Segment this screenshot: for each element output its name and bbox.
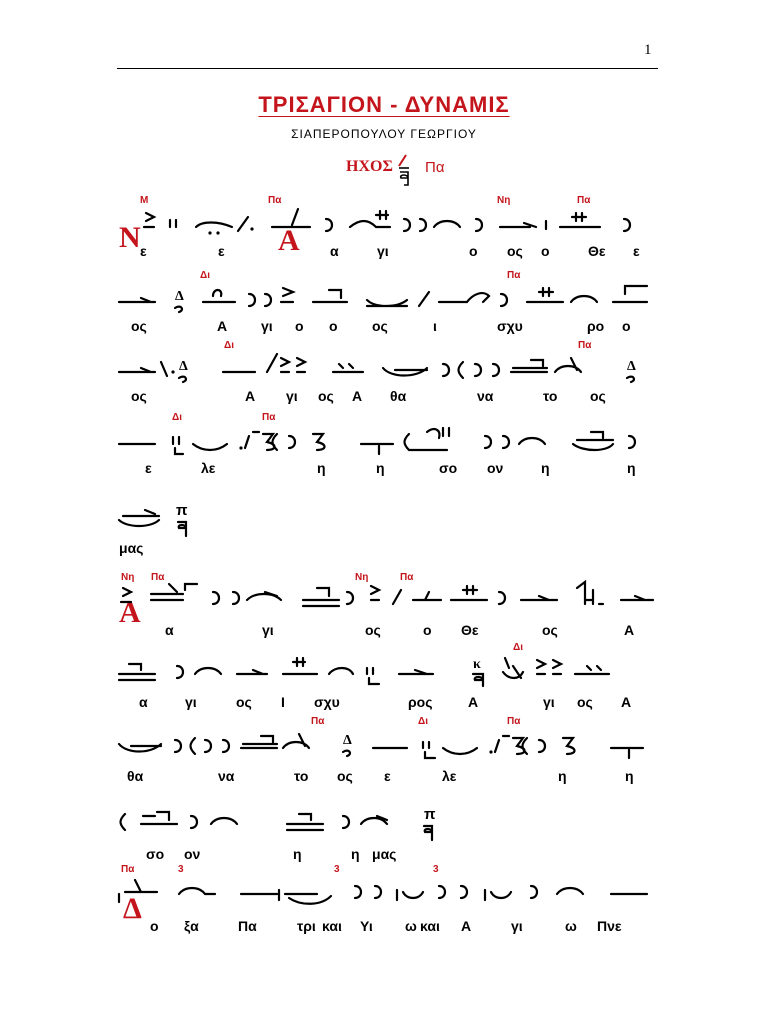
syllable: Θε — [588, 243, 606, 259]
syllable: ον — [184, 846, 201, 862]
syllable: σχυ — [497, 318, 523, 334]
syllable: λε — [201, 460, 216, 476]
martyria-sign: Νη — [355, 572, 369, 583]
syllable: α — [139, 694, 148, 710]
martyria-sign: Δι — [172, 412, 182, 423]
martyria-sign: 3 — [433, 864, 439, 875]
staff-line-8 — [0, 716, 768, 784]
martyria-sign: Πα — [507, 716, 521, 727]
martyria-sign: Πα — [507, 270, 521, 281]
syllable: ε — [145, 460, 152, 476]
syllable: γι — [261, 318, 273, 334]
martyria-sign: Μ — [140, 195, 149, 206]
syllable: Πα — [238, 918, 257, 934]
syllable: ε — [140, 243, 147, 259]
neume-group — [117, 578, 657, 612]
martyria-sign: Πα — [121, 864, 135, 875]
syllable: ος — [577, 694, 593, 710]
neume-group — [117, 422, 657, 456]
martyria-sign: Δι — [224, 340, 234, 351]
syllable: ω — [565, 918, 577, 934]
syllable: ε — [633, 243, 640, 259]
staff-line-5 — [0, 490, 768, 556]
syllable: μας — [372, 846, 397, 862]
staff-line-6 — [0, 568, 768, 638]
syllable: Α — [461, 918, 472, 934]
martyria-sign: Πα — [151, 572, 165, 583]
syllable: ξα — [184, 918, 199, 934]
svg-text:Δ: Δ — [179, 359, 188, 374]
syllable: Α — [621, 694, 632, 710]
syllable: ος — [131, 388, 147, 404]
staff-line-3 — [0, 340, 768, 404]
syllable: Α — [217, 318, 228, 334]
syllable: ο — [295, 318, 304, 334]
mode-label: ΗΧΟΣ — [346, 158, 393, 175]
syllable: η — [541, 460, 550, 476]
staff-line-9 — [0, 792, 768, 862]
page-number: 1 — [644, 42, 652, 58]
syllable: να — [218, 768, 235, 784]
svg-text:Α: Α — [119, 596, 141, 629]
syllable: Α — [352, 388, 363, 404]
syllable: ος — [507, 243, 523, 259]
syllable: Ι — [281, 694, 285, 710]
martyria-sign: Δι — [418, 716, 428, 727]
syllable: η — [625, 768, 634, 784]
syllable: και — [322, 918, 342, 934]
syllable: ος — [318, 388, 334, 404]
syllable: ο — [469, 243, 478, 259]
syllable: ο — [622, 318, 631, 334]
syllable: σο — [439, 460, 458, 476]
svg-text:Δ: Δ — [627, 359, 636, 374]
syllable: ος — [236, 694, 252, 710]
martyria-sign: Νη — [121, 572, 135, 583]
svg-text:Δ: Δ — [175, 289, 184, 304]
syllable: το — [543, 388, 558, 404]
syllable: ω — [405, 918, 417, 934]
svg-text:Ν: Ν — [119, 221, 141, 254]
syllable: ι — [433, 318, 437, 334]
syllable: α — [165, 622, 174, 638]
martyria-sign: 3 — [334, 864, 340, 875]
syllable: ος — [337, 768, 353, 784]
syllable: ο — [329, 318, 338, 334]
martyria-sign: Νη — [497, 195, 511, 206]
syllable: ος — [365, 622, 381, 638]
neume-group — [140, 205, 660, 239]
syllable: ε — [384, 768, 391, 784]
mode-signature — [0, 152, 768, 192]
syllable: γι — [286, 388, 298, 404]
drop-capital-initial — [276, 218, 306, 260]
syllable: ος — [131, 318, 147, 334]
header-rule — [117, 68, 658, 69]
syllable: ο — [423, 622, 432, 638]
neume-group — [117, 802, 437, 836]
martyria-sign: π — [424, 806, 436, 823]
syllable: ε — [218, 243, 225, 259]
syllable: η — [293, 846, 302, 862]
staff-line-4 — [0, 412, 768, 476]
syllable: Θε — [461, 622, 479, 638]
martyria-note-icon — [422, 824, 438, 842]
martyria-sign: Πα — [262, 412, 276, 423]
syllable: και — [420, 918, 440, 934]
syllable: η — [558, 768, 567, 784]
syllable: Α — [245, 388, 256, 404]
svg-text:Δ: Δ — [343, 733, 352, 748]
martyria-sign: Πα — [577, 195, 591, 206]
syllable: η — [376, 460, 385, 476]
martyria-sign: π — [176, 502, 188, 519]
martyria-sign: Πα — [400, 572, 414, 583]
syllable: το — [294, 768, 309, 784]
mode-sign-icon — [396, 152, 412, 188]
neume-group — [117, 280, 657, 314]
syllable: τρι — [297, 918, 316, 934]
syllable: Α — [468, 694, 479, 710]
syllable: η — [351, 846, 360, 862]
composer-name: ΣΙΑΠΕΡΟΠΟΥΛΟΥ ΓΕΩΡΓΙΟΥ — [291, 127, 477, 141]
syllable: γι — [543, 694, 555, 710]
syllable: σο — [146, 846, 165, 862]
staff-line-1 — [0, 195, 768, 259]
martyria-sign: Πα — [578, 340, 592, 351]
staff-line-2 — [0, 270, 768, 334]
syllable: ρο — [587, 318, 605, 334]
syllable: ο — [541, 243, 550, 259]
martyria-sign: Πα — [268, 195, 282, 206]
syllable: η — [627, 460, 636, 476]
svg-text:κ: κ — [473, 657, 481, 672]
page-title: ΤΡΙΣΑΓΙΟΝ - ΔΥΝΑΜΙΣ — [258, 92, 510, 117]
syllable: μας — [119, 540, 144, 556]
martyria-sign: Δι — [513, 642, 523, 653]
syllable: γι — [377, 243, 389, 259]
syllable: γι — [185, 694, 197, 710]
neume-group — [117, 652, 657, 686]
syllable: θα — [390, 388, 407, 404]
syllable: Πνε — [597, 918, 622, 934]
syllable: Α — [624, 622, 635, 638]
syllable: ος — [590, 388, 606, 404]
syllable: γι — [262, 622, 274, 638]
syllable: ος — [372, 318, 388, 334]
martyria-sign: Πα — [311, 716, 325, 727]
syllable: λε — [442, 768, 457, 784]
syllable: γι — [511, 918, 523, 934]
syllable: ος — [542, 622, 558, 638]
neume-group — [117, 872, 657, 906]
staff-line-7 — [0, 642, 768, 710]
martyria-sign: Δι — [200, 270, 210, 281]
martyria-sign: 3 — [178, 864, 184, 875]
syllable: α — [330, 243, 339, 259]
neume-group — [117, 350, 657, 384]
syllable: ρος — [408, 694, 433, 710]
syllable: η — [317, 460, 326, 476]
svg-text:Α: Α — [278, 224, 300, 257]
syllable: ον — [487, 460, 504, 476]
neume-group — [117, 726, 657, 760]
syllable: Υι — [360, 918, 373, 934]
mode-note: Πα — [425, 159, 445, 176]
syllable: να — [477, 388, 494, 404]
syllable: θα — [127, 768, 144, 784]
syllable: ο — [150, 918, 159, 934]
staff-line-10 — [0, 862, 768, 934]
martyria-note-icon — [176, 520, 192, 538]
svg-text:Δ: Δ — [123, 892, 142, 925]
syllable: σχυ — [314, 694, 340, 710]
